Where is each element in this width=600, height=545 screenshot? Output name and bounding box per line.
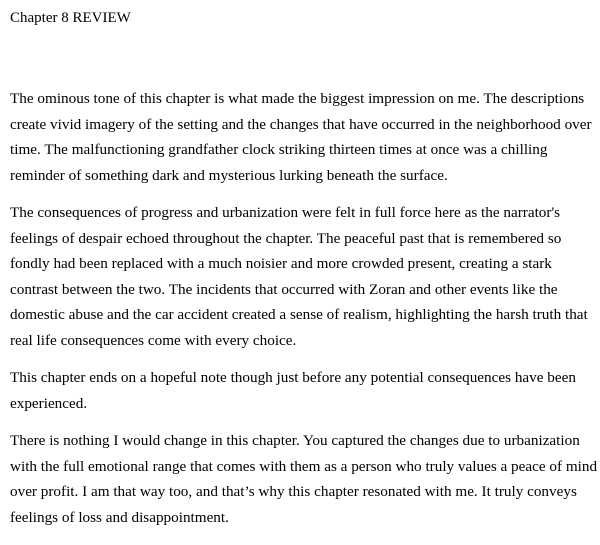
paragraph-1: The ominous tone of this chapter is what made the biggest impression on me. The descriptions create vivid imagery of the setting and the changes that have occurred in the neighborhood over time. The malfunctioning grandfather clock striking thirteen times at once was a chilling reminder of something dark and mysterious lurking beneath the surface. [10,90,592,184]
document-title: Chapter 8 REVIEW [10,10,131,26]
paragraph-2: The consequences of progress and urbanization were felt in full force here as the narrator's feelings of despair echoed throughout the chapter. The peaceful past that is remembered so fondly had been replaced with a much noisier and more crowded present, creating a stark contrast between the two. The incidents that occurred with Zoran and other events like the domestic abuse and the car accident created a sense of realism, highlighting the harsh truth that real life consequences come with every choice. [10,204,588,349]
document-body [10,0,598,542]
review-paragraphs [10,86,598,530]
paragraph-3: This chapter ends on a hopeful note though just before any potential consequences have been experienced. [10,369,576,412]
paragraph-4: There is nothing I would change in this chapter. You captured the changes due to urbanization with the full emotional range that comes with them as a person who truly values a peace of mind over profit. I am that way too, and that’s why this chapter resonated with me. It truly conveys feelings of loss and disappointment. [10,432,598,526]
